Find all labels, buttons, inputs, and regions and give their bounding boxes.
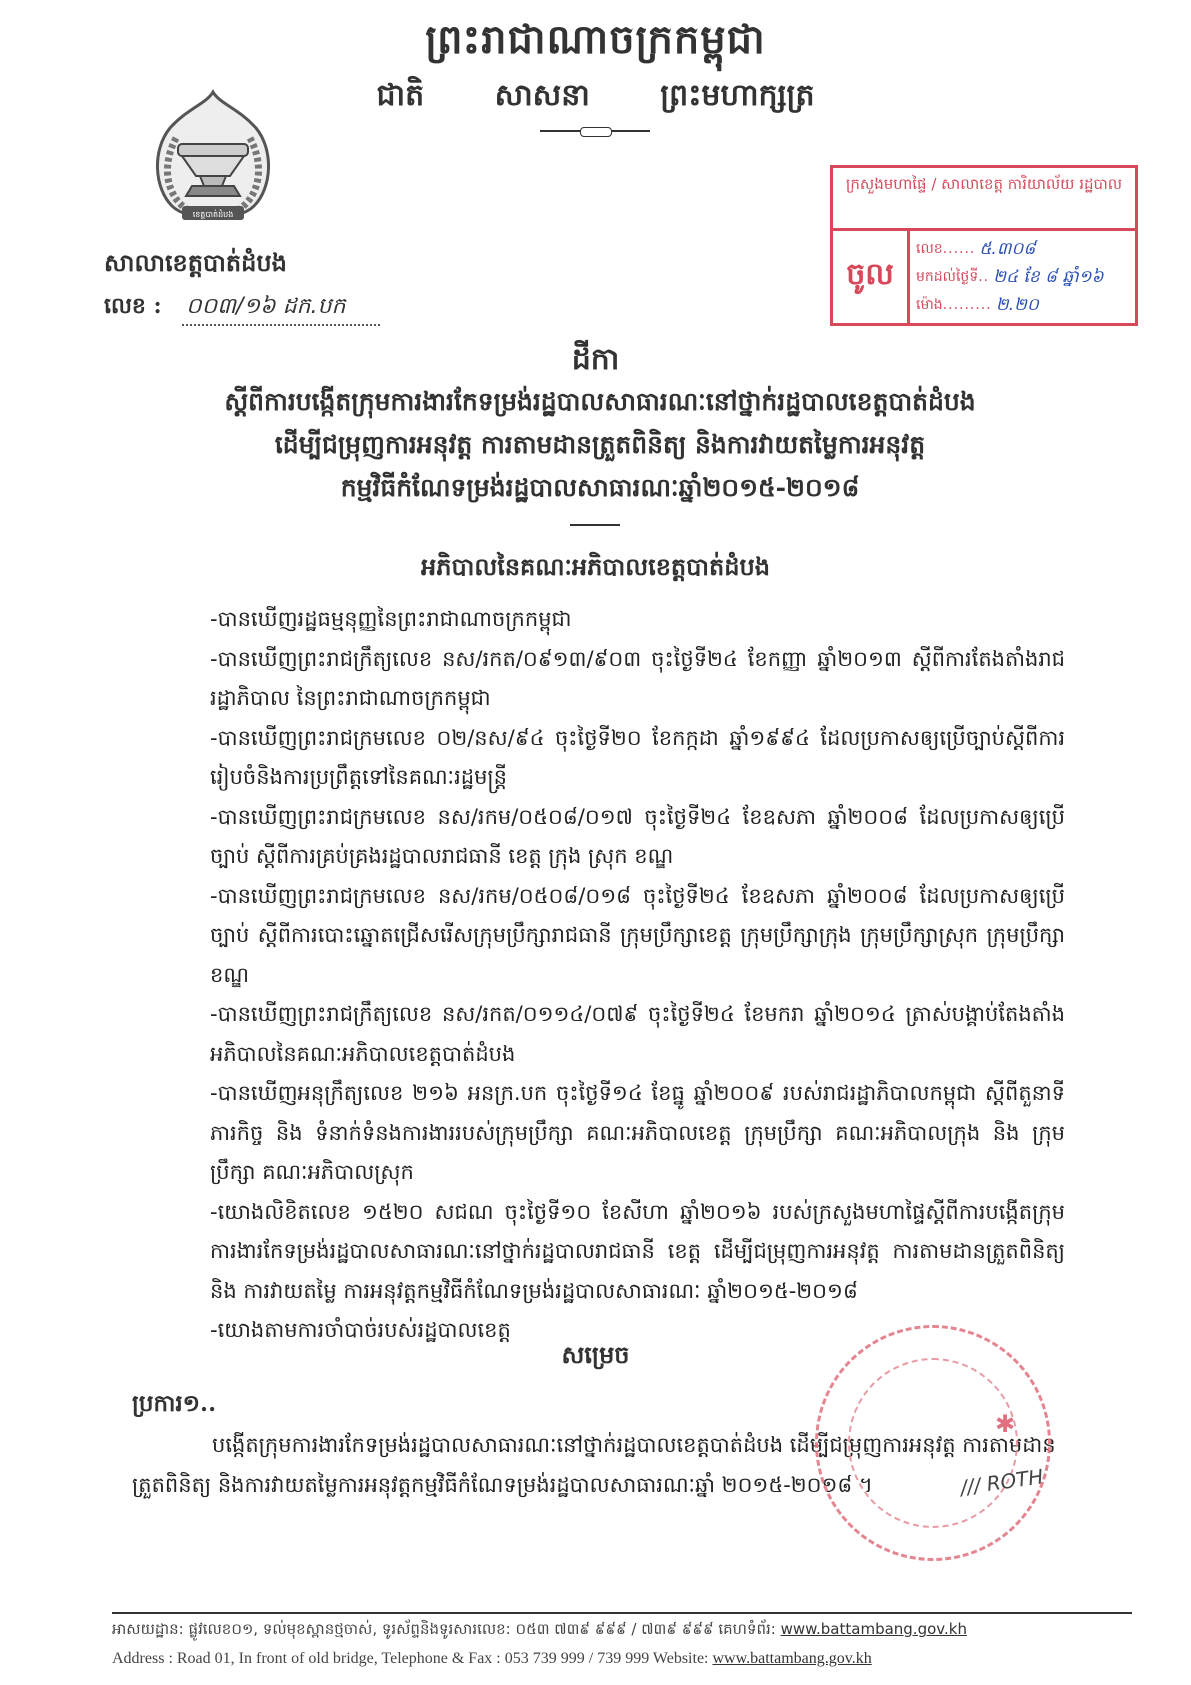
- issuer-title: អភិបាលនៃគណៈអភិបាលខេត្តបាត់ដំបង: [421, 552, 770, 581]
- subject-divider: [570, 524, 620, 526]
- motto-king: ព្រះមហាក្សត្រ: [660, 78, 815, 113]
- considerations-list: [210, 600, 1065, 1351]
- sender-org-name: សាលាខេត្តបាត់ដំបង: [104, 248, 287, 277]
- footer-divider: [112, 1612, 1132, 1614]
- document-subject: [130, 380, 1070, 509]
- kingdom-title: ព្រះរាជាណាចក្រកម្ពុជា: [425, 16, 766, 63]
- consideration-item: -បានឃើញព្រះរាជក្រមលេខ នស/រកម/០៥០៨/០១៨ ចុះថ្ងៃទី២៤ ខែឧសភា ឆ្នាំ២០០៨ ដែលប្រកាសឲ្យប្រើច្បាប់ ស្ដីពីការបោះឆ្នោតជ្រើសរើសក្រុមប្រឹក្សារាជធានី ក្រុមប្រឹក្សាខេត្ត ក្រុមប្រឹក្សាក្រុង ក្រុមប្រឹក្សាស្រុក ក្រុមប្រឹក្សាខណ្ឌ: [210, 883, 1065, 987]
- website-link[interactable]: www.battambang.gov.kh: [780, 1620, 967, 1638]
- received-date: ២៤ ខែ ៨ ឆ្នាំ១៦: [993, 267, 1104, 287]
- website-link[interactable]: www.battambang.gov.kh: [712, 1650, 872, 1667]
- provincial-emblem-icon: [148, 88, 278, 238]
- article-1-label: ប្រការ១..: [132, 1390, 217, 1417]
- document-type-title: ដីកា: [571, 342, 620, 377]
- consideration-item: -យោងលិខិតលេខ ១៥២០ សជណ ចុះថ្ងៃទី១០ ខែសីហា ឆ្នាំ២០១៦ របស់ក្រសួងមហាផ្ទៃស្ដីពីការបង្កើតក្រុមការងារកែទម្រង់រដ្ឋបាលសាធារណៈនៅថ្នាក់រដ្ឋបាលរាជធានី ខេត្ត ដើម្បីជម្រុញការអនុវត្ត ការតាមដានត្រួតពិនិត្យ និង ការវាយតម្លៃ ការអនុវត្តកម្មវិធីកំណែទម្រង់រដ្ឋបាលសាធារណៈ ឆ្នាំ២០១៥-២០១៨: [210, 1199, 1065, 1303]
- consideration-item: -យោងតាមការចាំបាច់របស់រដ្ឋបាលខេត្ត: [210, 1318, 511, 1342]
- subject-line: កម្មវិធីកំណែទម្រង់រដ្ឋបាលសាធារណៈឆ្នាំ២០១៥-២០១៨: [340, 473, 860, 502]
- footer-address-english: Address : Road 01, In front of old bridge, Telephone & Fax : 053 739 999 / 739 999 Website: www.battambang.gov.kh: [112, 1650, 872, 1667]
- decision-heading: សម្រេច: [561, 1340, 630, 1369]
- seal-star-icon: ✱: [995, 1410, 1016, 1438]
- subject-line: ដើម្បីជម្រុញការអនុវត្ត ការតាមដានត្រួតពិនិត្យ និងការវាយតម្លៃការអនុវត្ត: [274, 430, 926, 459]
- subject-line: ស្ដីពីការបង្កើតក្រុមការងារកែទម្រង់រដ្ឋបាលសាធារណៈនៅថ្នាក់រដ្ឋបាលខេត្តបាត់ដំបង: [224, 387, 976, 416]
- received-number: ៥.៣០៨: [979, 239, 1036, 259]
- consideration-item: -បានឃើញអនុក្រឹត្យលេខ ២១៦ អនក្រ.បក ចុះថ្ងៃទី១៤ ខែធ្នូ ឆ្នាំ២០០៩ របស់រាជរដ្ឋាភិបាលកម្ពុជា ស្ដីពីតួនាទីភារកិច្ច និង ទំនាក់ទំនងការងាររបស់ក្រុមប្រឹក្សា គណៈអភិបាលខេត្ត ក្រុមប្រឹក្សា គណៈអភិបាលក្រុង និង ក្រុមប្រឹក្សា គណៈអភិបាលស្រុក: [210, 1081, 1065, 1184]
- reference-number-value: ០០៣/១៦ ដក.បក: [182, 292, 380, 326]
- received-stamp-date-row: មកដល់ថ្ងៃទី .. ២៤ ខែ ៨ ឆ្នាំ១៦: [916, 263, 1129, 291]
- footer-address-khmer: អាសយដ្ឋាន: ផ្លូវលេខ០១, ទល់មុខស្ពានថ្មចាស់, ទូរស័ព្ទនិងទូរសារលេខ: ០៥៣ ៧៣៩ ៩៩៩ / ៧៣៩ ៩៩៩ គេហទំព័រ: www.battambang.gov.kh: [112, 1620, 967, 1638]
- consideration-item: -បានឃើញព្រះរាជក្រឹត្យលេខ នស/រកត/០១១៤/០៧៩ ចុះថ្ងៃទី២៤ ខែមករា ឆ្នាំ២០១៤ ត្រាស់បង្គាប់តែងតាំងអភិបាលនៃគណៈអភិបាលខេត្តបាត់ដំបង: [210, 1002, 1065, 1066]
- handwritten-signature: /// ROTH: [958, 1464, 1045, 1500]
- received-stamp-header: ក្រសួងមហាផ្ទៃ / សាលាខេត្ត ការិយាល័យ រដ្ឋបាល: [833, 168, 1135, 231]
- received-stamp-time-row: ម៉ោង ......... ២.២០: [916, 291, 1129, 319]
- motto-religion: សាសនា: [494, 78, 590, 113]
- reference-number-label: លេខ :: [104, 293, 162, 319]
- svg-text:ខេត្តបាត់ដំបង: ខេត្តបាត់ដំបង: [192, 210, 234, 219]
- received-stamp-label: ចូល: [833, 231, 910, 323]
- consideration-item: -បានឃើញព្រះរាជក្រមលេខ នស/រកម/០៥០៨/០១៧ ចុះថ្ងៃទី២៤ ខែឧសភា ឆ្នាំ២០០៨ ដែលប្រកាសឲ្យប្រើច្បាប់ ស្ដីពីការគ្រប់គ្រងរដ្ឋបាលរាជធានី ខេត្ត ក្រុង ស្រុក ខណ្ឌ: [210, 804, 1065, 868]
- received-stamp: [830, 165, 1138, 326]
- official-seal-icon: [815, 1325, 1051, 1561]
- article-1-text: បង្កើតក្រុមការងារកែទម្រង់រដ្ឋបាលសាធារណៈនៅថ្នាក់រដ្ឋបាលខេត្តបាត់ដំបង ដើម្បីជម្រុញការអនុវត្ត ការតាមដានត្រួតពិនិត្យ និងការវាយតម្លៃការអនុវត្តកម្មវិធីកំណែទម្រង់រដ្ឋបាលសាធារណៈឆ្នាំ ២០១៥-២០១៨ ។: [132, 1433, 1056, 1497]
- received-time: ២.២០: [995, 295, 1039, 315]
- consideration-item: -បានឃើញព្រះរាជក្រមលេខ ០២/នស/៩៤ ចុះថ្ងៃទី២០ ខែកក្កដា ឆ្នាំ១៩៩៤ ដែលប្រកាសឲ្យប្រើច្បាប់ស្ដីពីការរៀបចំនិងការប្រព្រឹត្តទៅនៃគណៈរដ្ឋមន្ត្រី: [210, 725, 1065, 789]
- consideration-item: -បានឃើញព្រះរាជក្រឹត្យលេខ នស/រកត/០៩១៣/៩០៣ ចុះថ្ងៃទី២៤ ខែកញ្ញា ឆ្នាំ២០១៣ ស្ដីពីការតែងតាំងរាជរដ្ឋាភិបាល នៃព្រះរាជាណាចក្រកម្ពុជា: [210, 646, 1065, 710]
- consideration-item: -បានឃើញរដ្ឋធម្មនុញ្ញនៃព្រះរាជាណាចក្រកម្ពុជា: [210, 607, 572, 631]
- motto-nation: ជាតិ: [376, 78, 425, 113]
- header-ornament-divider: [540, 130, 650, 132]
- received-stamp-number-row: លេខ ...... ៥.៣០៨: [916, 235, 1129, 263]
